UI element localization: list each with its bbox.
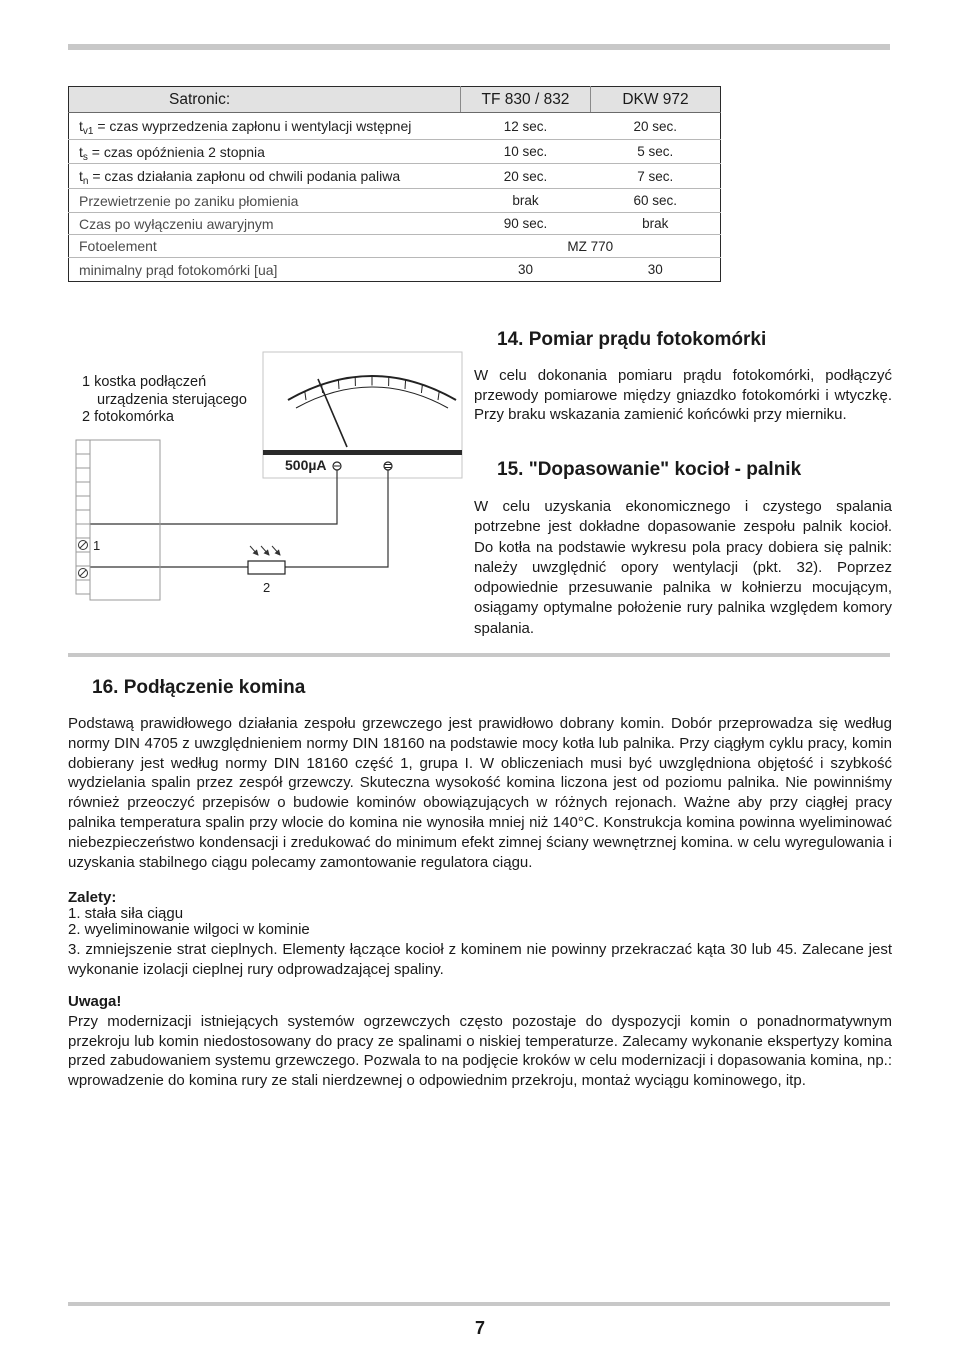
symbol-subscript: s [82,151,88,163]
legend-item-1-continued: urządzenia sterującego [97,391,247,408]
table-row [69,258,721,282]
dkw-value: 60 sec. [591,189,721,213]
photocell [248,546,285,574]
table-row [69,235,721,258]
row-label [69,164,461,189]
table-header-row [69,87,721,113]
burner-control-spec-table [68,86,721,282]
page-number: 7 [474,1318,485,1338]
advantages-heading: Zalety: [68,889,117,906]
terminal-block [76,440,160,600]
dkw-value: 7 sec. [591,164,721,189]
section-16-heading: 16. Podłączenie komina [92,677,306,698]
footer-rule [68,1302,890,1306]
list-item: 2. wyeliminowanie wilgoci w kominie [68,921,310,938]
legend-item-1: 1 kostka podłączeń [82,374,207,390]
tf-value: 30 [461,258,591,282]
section-14-text: W celu dokonania pomiaru prądu fotokomórki, podłączyć przewody pomiarowe między gniazdko fotokomórki i wtyczkę. Przy braku wskazania zamienić końcówki przy mierniku. [474,367,892,424]
gauge-scale-inner-arc [296,387,448,408]
legend-item-2: 2 fotokomórka [82,409,174,425]
row-label: Czas po wyłączeniu awaryjnym [69,213,461,235]
section-divider [68,653,890,657]
dkw-value: 30 [591,258,721,282]
light-rays-icon [250,546,280,555]
meter-needle [318,379,347,447]
terminal-block-frame [90,440,160,600]
section-14-heading: 14. Pomiar prądu fotokomórki [497,329,767,350]
tf-value: brak [461,189,591,213]
terminal-plus-icon [384,462,392,470]
note-text: Przy modernizacji istniejących systemów ogrzewczych często pozostaje do dyspozycji komin o ponadnormatywnym przekroju lub komin niedostosowany do pracy ze spalinami o niskiej temperaturze. Zalecamy wykonanie ekspertyzy komina przed zabudowaniem systemu grzewczego. Pozwala to na podjęcie kroków w celu modernizacji i dopasowania komina, np.: wprowadzenie do komina rury ze stali nierdzewnej o odpowiednim przekroju, montaż wyciągu kominowego, itp. [68,1013,892,1089]
meter-wiring-diagram [60,345,470,615]
row-label [69,140,461,164]
section-15-heading: 15. "Dopasowanie" kocioł - palnik [497,459,802,480]
section-15-text: W celu uzyskania ekonomicznego i czystego spalania potrzebne jest dokładne dopasowanie zespołu palnik kocioł. Do kotła na podstawie wykresu pola pracy dobiera się palnik: należy uwzględnić opory wentylacji (pkt. 32). Poprzez odpowiednie przesuwanie palnika w kołnierzu mocującym, osiągamy optymalne położenie rury palnika względem komory spalania. [474,498,892,637]
wires [90,470,388,567]
microammeter [263,352,462,478]
tf-value: 10 sec. [461,140,591,164]
table-row [69,213,721,235]
symbol: t [79,168,83,184]
top-rule [68,44,890,50]
symbol: t [79,118,83,134]
symbol: t [79,143,83,160]
label-text: = czas opóźnienia 2 stopnia [87,143,265,160]
label-text: = czas wyprzedzenia zapłonu i wentylacji wstępnej [93,118,412,134]
advantages-block [68,889,892,979]
tf-value: 90 sec. [461,213,591,235]
photocell-label: 2 [263,580,271,595]
row-label: Fotoelement [69,235,461,258]
table-row [69,113,721,140]
symbol-subscript: v1 [82,126,94,137]
terminal-minus-icon [333,462,341,470]
section-16-text: Podstawą prawidłowego działania zespołu grzewczego jest prawidłowo dobrany komin. Dobór przeprowadza się według normy DIN 4705 z uwzględnieniem normy DIN 18160 na podstawie mocy kotła lub palnika. Przy ciągłym cyklu pracy, komin dobierany jest według normy DIN 18160 część 1, grupa I. W obliczeniach musi być uwzględniona objętość i szybkość wydzielania spalin przez zespół grzewczy. Skuteczna wysokość komina liczona jest od poziomu palnika. Nie powinniśmy również przeoczyć przepisów o budowie kominów obowiązujących w różnych rejonach. Ważne aby przy ciągłej pracy palnika temperatura spalin przy wlocie do komina nie wynosiła mniej niż 140°C. Konstrukcja komina powinna wyeliminować niebezpieczeństwo kondensacji i zredukować do minimum efekt zimnej ściany wewnętrznej komina. w celu wyregulowania i uzyskania stabilnego ciągu polecamy zamontowanie regulatora ciągu. [68,715,892,871]
tf-value: 12 sec. [461,113,591,140]
header-controller: Satronic: [69,87,461,113]
table-row [69,189,721,213]
terminal-block-label: 1 [93,538,101,553]
meter-range-label: 500µA [285,457,327,473]
table-row [69,140,721,164]
meter-base-strip [263,450,462,455]
photocell-body [248,561,285,574]
list-item: 1. stała siła ciągu [68,905,184,922]
dkw-value: 5 sec. [591,140,721,164]
merged-value: MZ 770 [461,235,721,258]
table-row [69,164,721,189]
symbol-subscript: n [82,176,89,187]
row-label [69,113,461,140]
note-heading: Uwaga! [68,993,122,1010]
header-tf: TF 830 / 832 [461,87,591,113]
row-label: Przewietrzenie po zaniku płomienia [69,189,461,213]
dkw-value: brak [591,213,721,235]
tf-value: 20 sec. [461,164,591,189]
header-dkw: DKW 972 [591,87,721,113]
row-label: minimalny prąd fotokomórki [ua] [69,258,461,282]
dkw-value: 20 sec. [591,113,721,140]
list-item: 3. zmniejszenie strat cieplnych. Elementy łączące kocioł z kominem nie powinny przekraczać kąta 30 lub 45. Zalecane jest wykonanie izolacji cieplnej rury odprowadzającej spaliny. [68,941,892,978]
label-text: = czas działania zapłonu od chwili podania paliwa [88,168,401,184]
